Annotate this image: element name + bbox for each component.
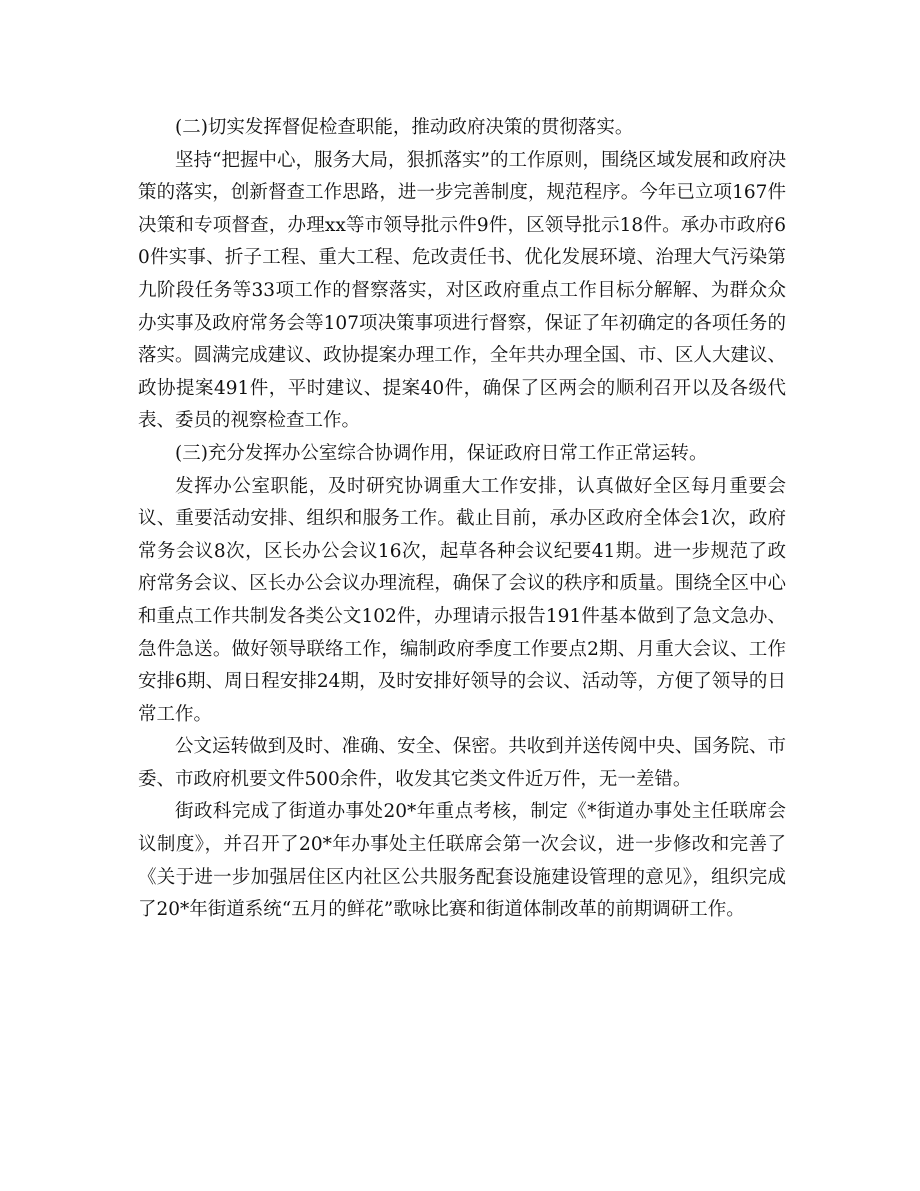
paragraph-street-affairs: 街政科完成了街道办事处20*年重点考核，制定《*街道办事处主任联席会议制度》，并召开了20*年办事处主任联席会第一次会议，进一步修改和完善了《关于进一步加强居住区内社区公共服务配套设施建设管理的意见》，组织完成了20*年街道系统“五月的鲜花”歌咏比赛和街道体制改革的前期调研工作。 <box>138 801 786 921</box>
paragraph-documents: 公文运转做到及时、准确、安全、保密。共收到并送传阅中央、国务院、市委、市政府机要文件500余件，收发其它类文件近万件，无一差错。 <box>138 736 786 790</box>
section-heading-3: (三)充分发挥办公室综合协调作用，保证政府日常工作正常运转。 <box>175 442 708 464</box>
paragraph-supervision: 坚持“把握中心，服务大局，狠抓落实”的工作原则，围绕区域发展和政府决策的落实，创新督查工作思路，进一步完善制度，规范程序。今年已立项167件决策和专项督查，办理xx等市领导批示件9件，区领导批示18件。承办市政府60件实事、折子工程、重大工程、危改责任书、优化发展环境、治理大气污染第九阶段任务等33项工作的督察落实，对区政府重点工作目标分解解、为群众众办实事及政府常务会等107项决策事项进行督察，保证了年初确定的各项任务的落实。圆满完成建议、政协提案办理工作，全年共办理全国、市、区人大建议、政协提案491件，平时建议、提案40件，确保了区两会的顺利召开以及各级代表、委员的视察检查工作。 <box>138 149 786 432</box>
paragraph-coordination: 发挥办公室职能，及时研究协调重大工作安排，认真做好全区每月重要会议、重要活动安排、组织和服务工作。截止目前，承办区政府全体会1次，政府常务会议8次，区长办公会议16次，起草各种会议纪要41期。进一步规范了政府常务会议、区长办公会议办理流程，确保了会议的秩序和质量。围绕全区中心和重点工作共制发各类公文102件，办理请示报告191件基本做到了急文急办、急件急送。做好领导联络工作，编制政府季度工作要点2期、月重大会议、工作安排6期、周日程安排24期，及时安排好领导的会议、活动等，方便了领导的日常工作。 <box>138 475 786 725</box>
section-heading-2: (二)切实发挥督促检查职能，推动政府决策的贯彻落实。 <box>175 117 634 138</box>
document-body <box>138 112 786 927</box>
